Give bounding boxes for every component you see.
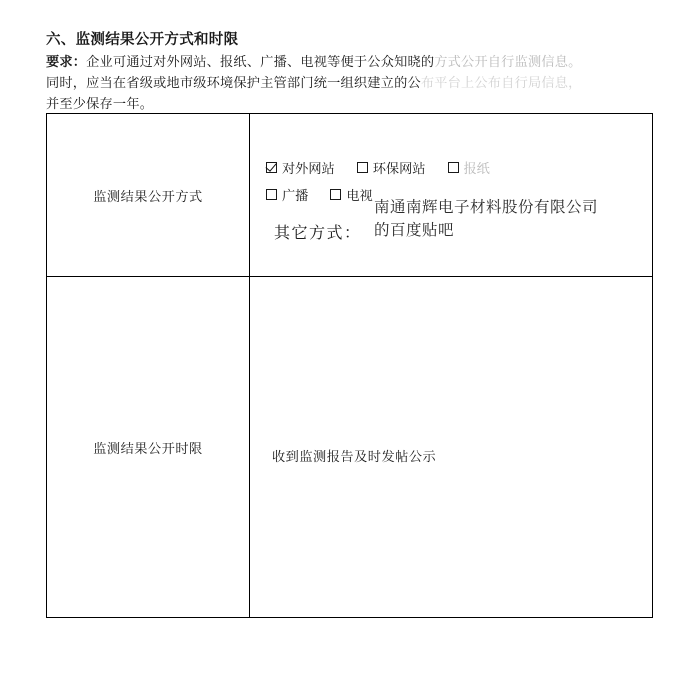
requirement-line-2-faded: 布平台上公布自行局信息， bbox=[420, 76, 582, 91]
checkbox-label: 广播 bbox=[282, 188, 309, 204]
row-label-disclosure-deadline: 监测结果公开时限 bbox=[47, 277, 250, 618]
table-row bbox=[47, 277, 653, 618]
other-method-value bbox=[374, 196, 652, 242]
requirement-paragraph bbox=[46, 52, 656, 115]
checkbox-label: 电视 bbox=[346, 188, 373, 204]
checkbox-label: 环保网站 bbox=[372, 161, 426, 177]
checkbox-television[interactable] bbox=[330, 185, 372, 204]
checkbox-external-website[interactable] bbox=[266, 158, 335, 177]
other-method-label: 其它方式： bbox=[274, 222, 362, 242]
requirement-line-2 bbox=[46, 73, 656, 94]
page-title: 六、监测结果公开方式和时限 bbox=[46, 32, 239, 48]
requirement-line-1 bbox=[46, 52, 656, 73]
requirement-line-1-faded: 方式公开自行监测信息。 bbox=[434, 55, 582, 70]
checkbox-newspaper[interactable] bbox=[448, 158, 490, 177]
disclosure-form-table bbox=[46, 113, 653, 618]
other-method-value-line-1: 南通南辉电子材料股份有限公司 bbox=[374, 198, 599, 216]
requirement-line-3 bbox=[46, 94, 656, 115]
checkbox-empty-icon[interactable] bbox=[357, 162, 368, 173]
checkbox-label: 报纸 bbox=[463, 161, 490, 177]
checkbox-broadcast[interactable] bbox=[266, 185, 308, 204]
checkbox-empty-icon[interactable] bbox=[448, 162, 459, 173]
disclosure-deadline-value: 收到监测报告及时发帖公示 bbox=[272, 449, 437, 465]
requirement-line-3-text: 并至少保存一年。 bbox=[46, 97, 154, 112]
table-row bbox=[47, 114, 653, 277]
checkbox-row-1 bbox=[266, 158, 652, 177]
row-content-disclosure-method bbox=[250, 114, 653, 277]
checkbox-empty-icon[interactable] bbox=[266, 189, 277, 200]
checkbox-checked-icon[interactable] bbox=[266, 162, 277, 173]
checkbox-label: 对外网站 bbox=[282, 161, 335, 177]
requirement-line-2-text: 同时，应当在省级或地市级环境保护主管部门统一组织建立的公 bbox=[46, 76, 421, 91]
requirement-lead-label: 要求： bbox=[46, 55, 87, 70]
checkbox-empty-icon[interactable] bbox=[330, 189, 341, 200]
row-content-disclosure-deadline bbox=[250, 277, 653, 618]
checkbox-environmental-website[interactable] bbox=[357, 158, 426, 177]
other-method-value-line-2: 的百度贴吧 bbox=[374, 221, 455, 239]
requirement-line-1-text: 企业可通过对外网站、报纸、广播、电视等便于公众知晓的 bbox=[86, 55, 435, 70]
row-label-disclosure-method: 监测结果公开方式 bbox=[47, 114, 250, 277]
